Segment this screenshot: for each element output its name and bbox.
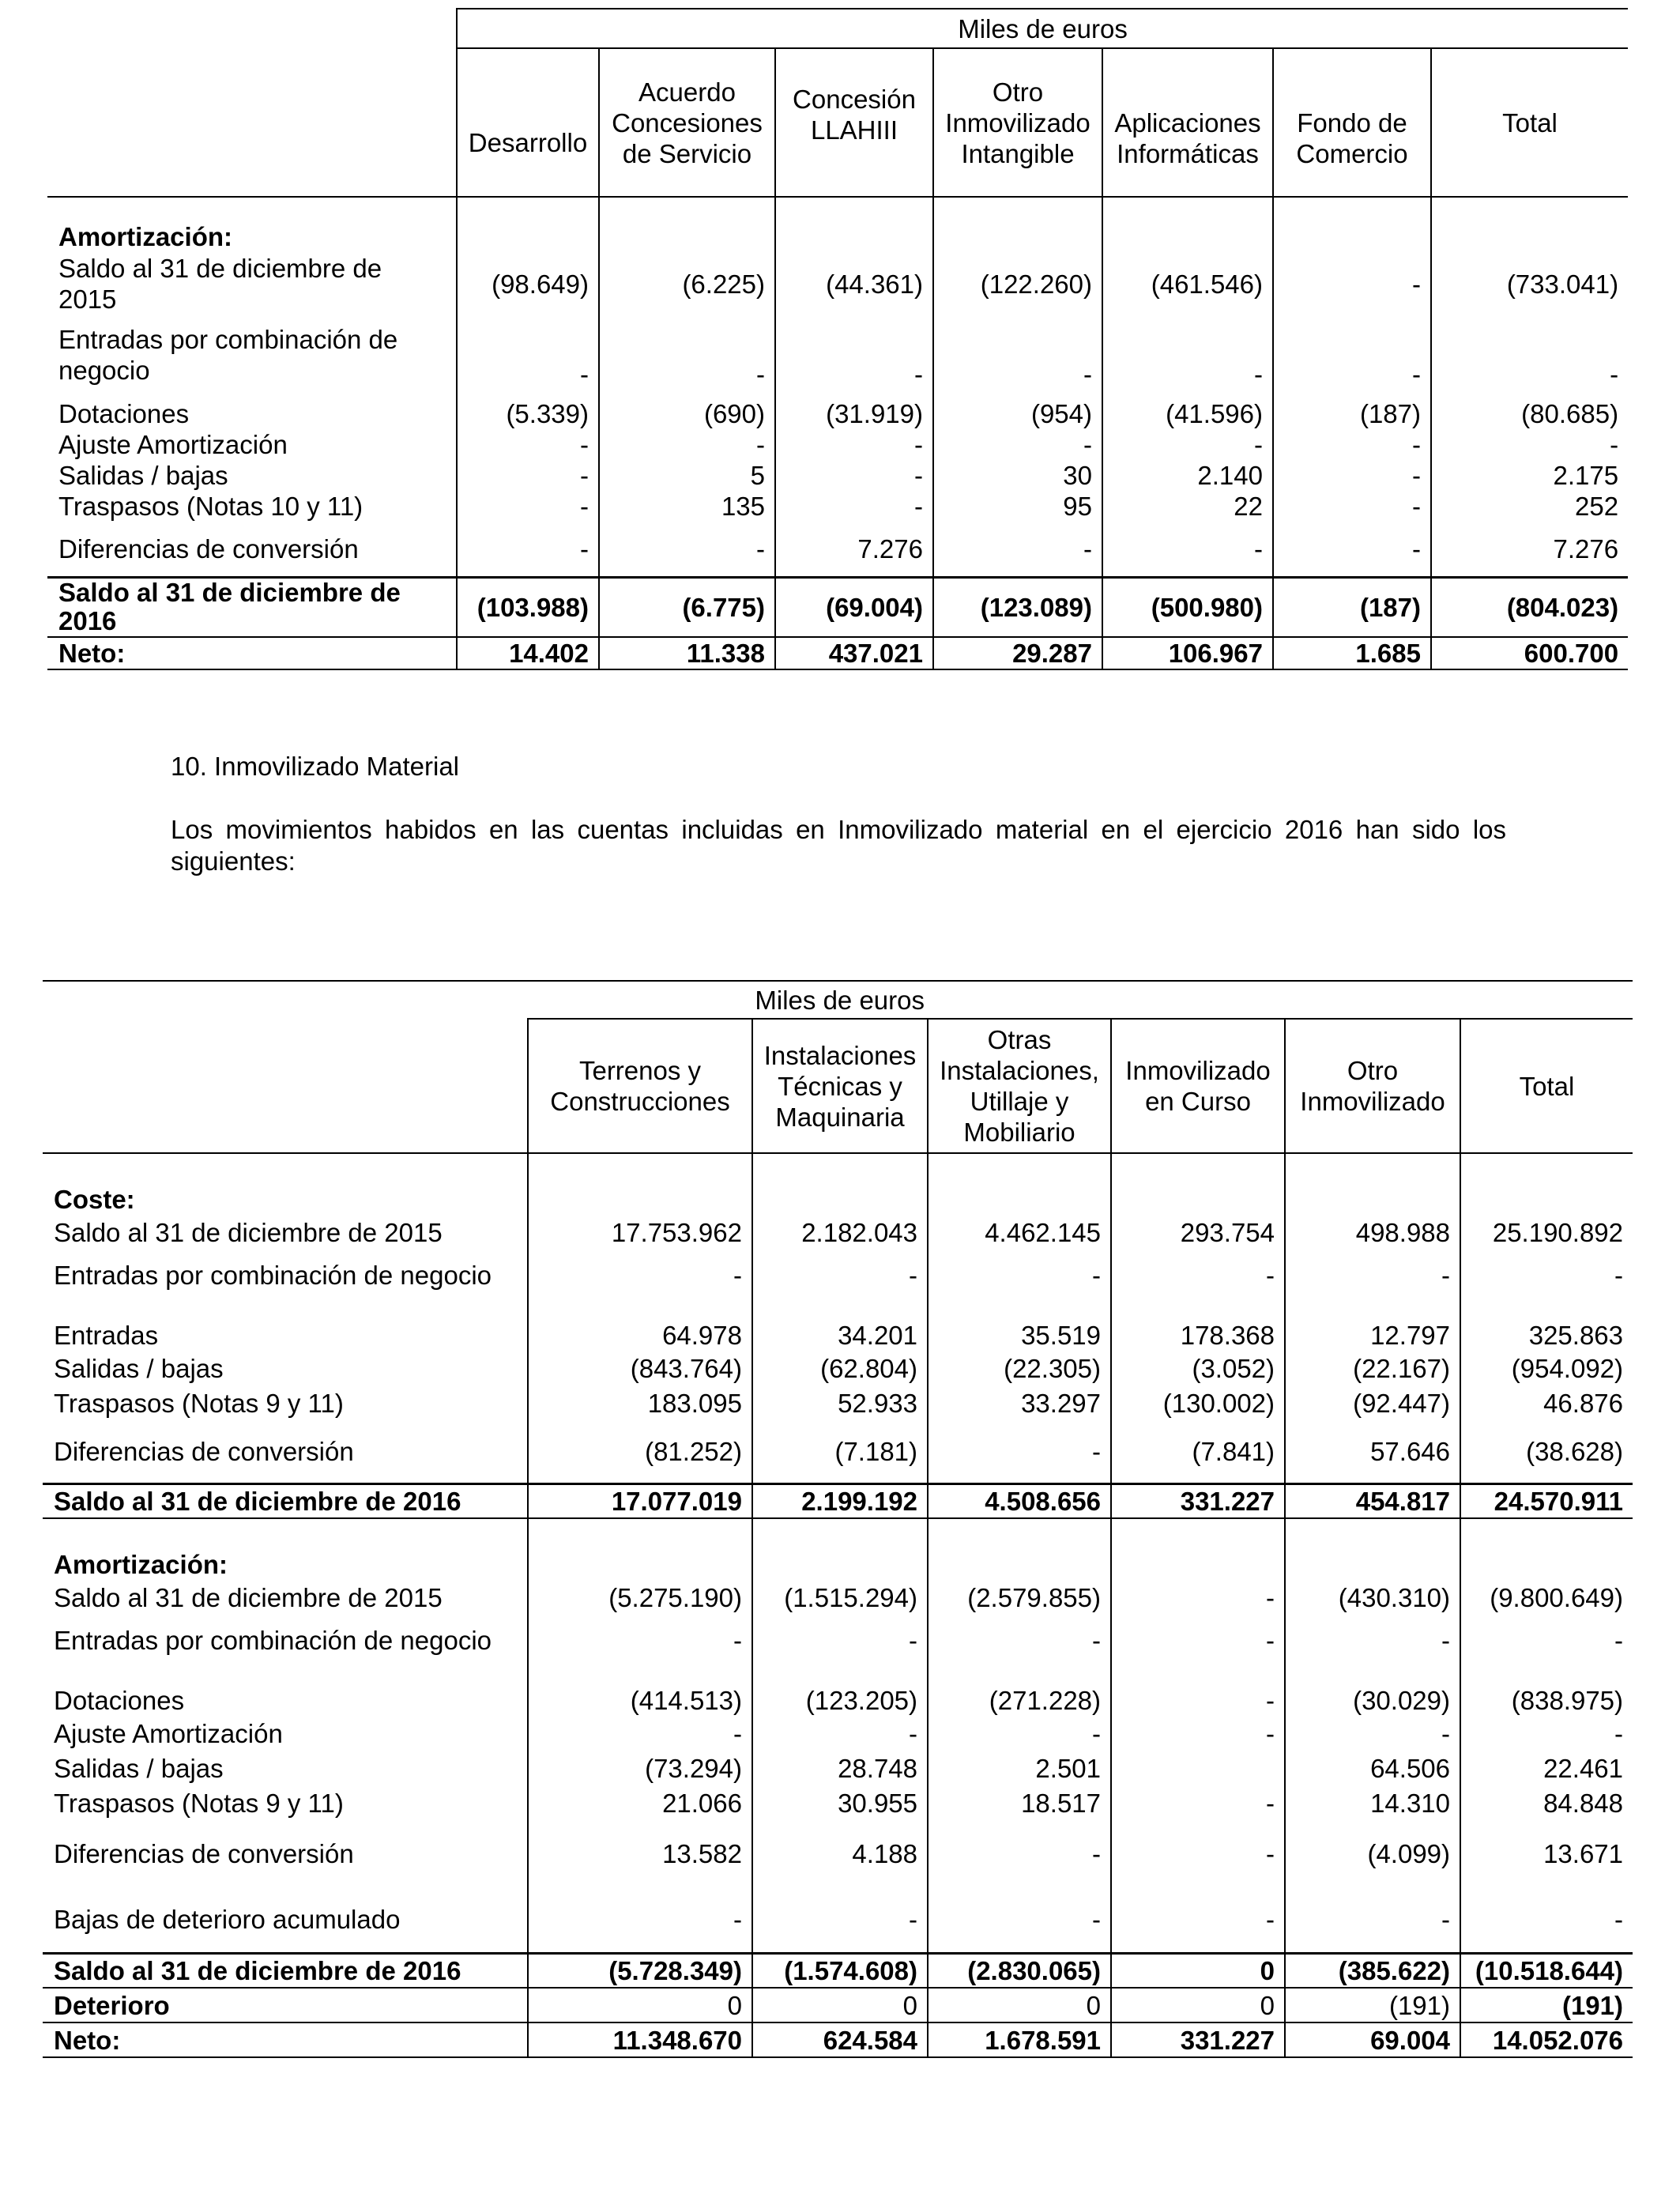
table-row: Entradas por combinación de negocio - - - - - - — [43, 1250, 1633, 1300]
unit-header: Miles de euros — [528, 981, 928, 1019]
column-header: Concesión LLAHIII — [775, 48, 933, 197]
table-row: Traspasos (Notas 10 y 11) - 135 - 95 22 - 252 — [47, 491, 1628, 522]
column-header: Aplicaciones Informáticas — [1102, 48, 1273, 197]
column-header: Otro Inmovilizado — [1285, 1019, 1460, 1153]
column-header: Acuerdo Concesiones de Servicio — [599, 48, 775, 197]
table-row: Bajas de deterioro acumulado - - - - - - — [43, 1887, 1633, 1953]
net-row: Neto: 14.402 11.338 437.021 29.287 106.967 1.685 600.700 — [47, 637, 1628, 669]
impairment-row: Deterioro 0 0 0 0 (191) (191) — [43, 1988, 1633, 2022]
intangible-amortization-table — [47, 8, 1628, 670]
table-row: Saldo al 31 de diciembre de 2015 17.753.962 2.182.043 4.462.145 293.754 498.988 25.190.892 — [43, 1215, 1633, 1250]
table-row: Entradas por combinación de negocio - - - - - - — [43, 1615, 1633, 1665]
column-header: Inmovilizado en Curso — [1111, 1019, 1285, 1153]
table-row: Saldo al 31 de diciembre de 2015 (98.649) (6.225) (44.361) (122.260) (461.546) - (733.041) — [47, 252, 1628, 315]
column-header: Fondo de Comercio — [1273, 48, 1431, 197]
column-header: Desarrollo — [457, 48, 599, 197]
total-row: Saldo al 31 de diciembre de 2016 (5.728.349) (1.574.608) (2.830.065) 0 (385.622) (10.518.644) — [43, 1953, 1633, 1988]
table-row: Salidas / bajas - 5 - 30 2.140 - 2.175 — [47, 460, 1628, 491]
table-row: Entradas por combinación de negocio - - - - - - - — [47, 315, 1628, 394]
table-row: Dotaciones (414.513) (123.205) (271.228) - (30.029) (838.975) — [43, 1665, 1633, 1716]
table-row: Diferencias de conversión 13.582 4.188 - - (4.099) 13.671 — [43, 1820, 1633, 1887]
table-row: Salidas / bajas (843.764) (62.804) (22.305) (3.052) (22.167) (954.092) — [43, 1351, 1633, 1385]
column-header: Instalaciones Técnicas y Maquinaria — [752, 1019, 928, 1153]
column-header: Otras Instalaciones, Utillaje y Mobiliario — [928, 1019, 1111, 1153]
table-row: Ajuste Amortización - - - - - - - — [47, 429, 1628, 460]
table-row: Traspasos (Notas 9 y 11) 21.066 30.955 18.517 - 14.310 84.848 — [43, 1785, 1633, 1820]
tangible-assets-table — [43, 980, 1633, 2058]
section-paragraph: Los movimientos habidos en las cuentas incluidas en Inmovilizado material en el ejercicio 2016 han sido los siguientes: — [171, 815, 1506, 876]
section-label: Amortización: — [58, 222, 233, 251]
table-row: Dotaciones (5.339) (690) (31.919) (954) (41.596) (187) (80.685) — [47, 394, 1628, 429]
unit-header: Miles de euros — [457, 9, 1628, 48]
table-row: Ajuste Amortización - - - - - - — [43, 1716, 1633, 1751]
section-label: Coste: — [54, 1185, 135, 1214]
table-row: Saldo al 31 de diciembre de 2015 (5.275.190) (1.515.294) (2.579.855) - (430.310) (9.800.649) — [43, 1580, 1633, 1615]
section-heading: 10. Inmovilizado Material — [171, 752, 459, 781]
column-header: Total — [1460, 1019, 1633, 1153]
table-row: Diferencias de conversión (81.252) (7.181) - (7.841) 57.646 (38.628) — [43, 1420, 1633, 1483]
net-row: Neto: 11.348.670 624.584 1.678.591 331.227 69.004 14.052.076 — [43, 2022, 1633, 2057]
column-header: Total — [1431, 48, 1628, 197]
table-row: Entradas 64.978 34.201 35.519 178.368 12.797 325.863 — [43, 1300, 1633, 1351]
table-row: Salidas / bajas (73.294) 28.748 2.501 64.506 22.461 — [43, 1751, 1633, 1785]
total-row: Saldo al 31 de diciembre de 2016 (103.988) (6.775) (69.004) (123.089) (500.980) (187) (804.023) — [47, 577, 1628, 637]
table-row: Diferencias de conversión - - 7.276 - - - 7.276 — [47, 522, 1628, 577]
total-row: Saldo al 31 de diciembre de 2016 17.077.019 2.199.192 4.508.656 331.227 454.817 24.570.911 — [43, 1483, 1633, 1518]
column-header: Otro Inmovilizado Intangible — [933, 48, 1102, 197]
column-header: Terrenos y Construcciones — [528, 1019, 752, 1153]
section-label: Amortización: — [54, 1550, 228, 1579]
table-row: Traspasos (Notas 9 y 11) 183.095 52.933 33.297 (130.002) (92.447) 46.876 — [43, 1385, 1633, 1420]
